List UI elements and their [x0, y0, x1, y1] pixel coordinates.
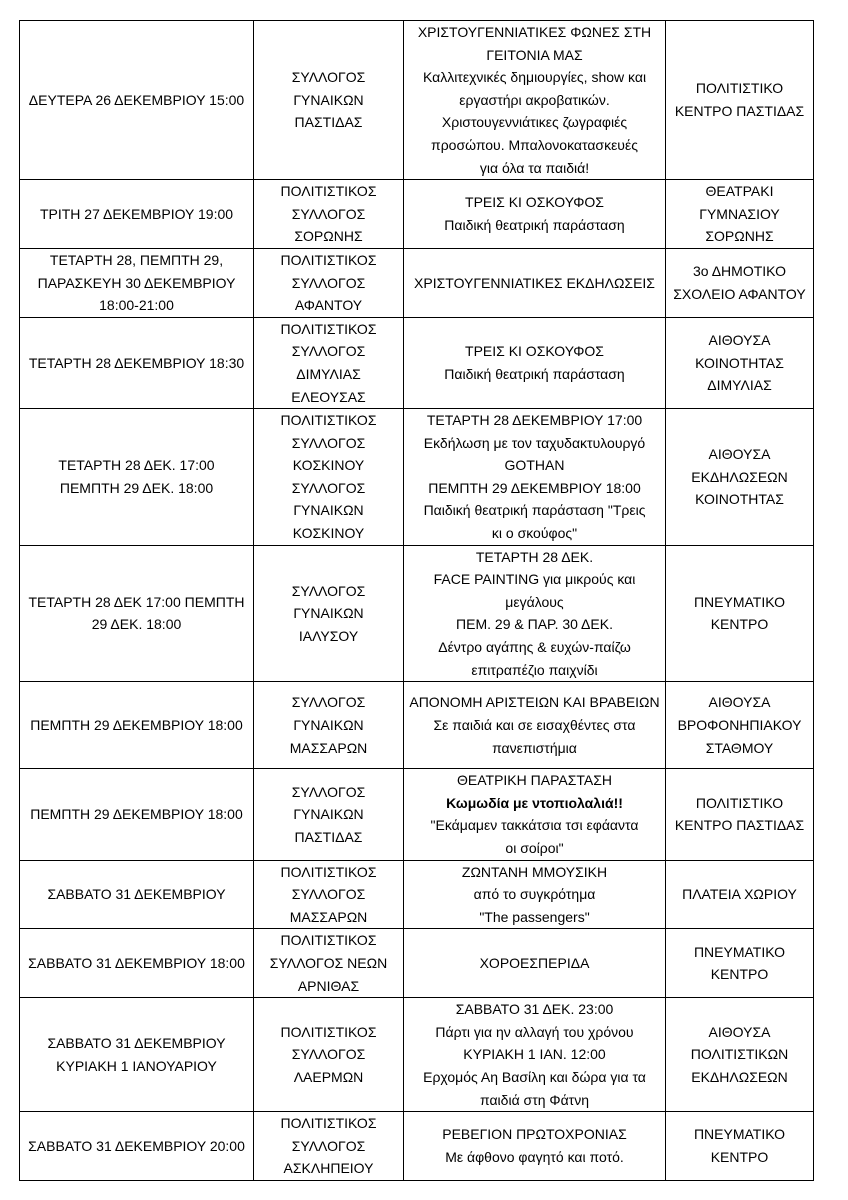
event-organizer-line: ΣΥΛΛΟΓΟΣ — [291, 694, 366, 711]
event-date-cell — [20, 998, 254, 1112]
event-description-line: GOTHAN — [504, 457, 565, 474]
event-date-line: ΠΕΜΠΤΗ 29 ΔΕΚΕΜΒΡΙΟΥ 18:00 — [30, 806, 243, 823]
event-organizer-line: ΠΟΛΙΤΙΣΤΙΚΟΣ — [280, 183, 377, 200]
event-organizer-line: ΣΥΛΛΟΓΟΣ — [291, 434, 366, 451]
table-row — [20, 682, 814, 769]
event-description-line: Με άφθονο φαγητό και ποτό. — [445, 1149, 624, 1166]
event-description-line: Κωμωδία με ντοπιολαλιά!! — [446, 794, 623, 811]
event-description-cell — [404, 409, 666, 546]
event-description-line: ΓΕΙΤΟΝΙΑ ΜΑΣ — [486, 46, 583, 63]
event-description-line: "Εκάμαμεν τακκάτσια τσι εφάαντα — [430, 817, 639, 834]
event-description-line: Δέντρο αγάπης & ευχών-παίζω — [438, 639, 631, 656]
event-date-line: 29 ΔΕΚ. 18:00 — [91, 616, 182, 633]
event-description-line: ΤΡΕΙΣ ΚΙ ΟΣΚΟΥΦΟΣ — [465, 343, 604, 360]
event-date-cell — [20, 769, 254, 860]
event-description-line: ΖΩΝΤΑΝΗ ΜΜΟΥΣΙΚΗ — [461, 863, 608, 880]
event-organizer-line: ΙΑΛΥΣΟΥ — [298, 627, 359, 644]
event-date-line: ΤΕΤΑΡΤΗ 28, ΠΕΜΠΤΗ 29, — [49, 251, 224, 268]
events-table-body — [20, 21, 814, 1181]
event-venue-line: ΠΛΑΤΕΙΑ ΧΩΡΙΟΥ — [682, 886, 797, 903]
event-organizer-line: ΛΑΕΡΜΩΝ — [293, 1068, 364, 1085]
event-organizer-cell — [254, 1112, 404, 1181]
event-date-line: ΚΥΡΙΑΚΗ 1 ΙΑΝΟΥΑΡΙΟΥ — [56, 1057, 217, 1074]
event-organizer-line: ΑΡΝΙΘΑΣ — [297, 977, 360, 994]
event-organizer-cell — [254, 409, 404, 546]
table-row — [20, 769, 814, 860]
event-date-line: ΠΕΜΠΤΗ 29 ΔΕΚΕΜΒΡΙΟΥ 18:00 — [30, 716, 243, 733]
event-description-line: ΤΕΤΑΡΤΗ 28 ΔΕΚΕΜΒΡΙΟΥ 17:00 — [426, 412, 643, 429]
event-date-line: ΤΕΤΑΡΤΗ 28 ΔΕΚ. 17:00 — [58, 457, 215, 474]
event-organizer-cell — [254, 180, 404, 249]
event-description-line: εργαστήρι ακροβατικών. — [459, 91, 610, 108]
event-description-line: ΠΕΜ. 29 & ΠΑΡ. 30 ΔΕΚ. — [456, 616, 613, 633]
event-organizer-cell — [254, 769, 404, 860]
event-venue-line: ΠΟΛΙΤΙΣΤΙΚΟ — [695, 80, 784, 97]
event-date-cell — [20, 409, 254, 546]
event-organizer-line: ΠΑΣΤΙΔΑΣ — [294, 828, 363, 845]
event-venue-line: ΠΝΕΥΜΑΤΙΚΟ — [693, 943, 786, 960]
event-description-cell — [404, 317, 666, 408]
event-venue-line: ΠΝΕΥΜΑΤΙΚΟ — [693, 593, 786, 610]
event-description-line: ΣΑΒΒΑΤΟ 31 ΔΕΚ. 23:00 — [455, 1001, 614, 1018]
event-date-cell — [20, 248, 254, 317]
event-description-cell — [404, 21, 666, 180]
event-venue-cell — [666, 545, 814, 682]
event-venue-line: ΣΧΟΛΕΙΟ ΑΦΑΝΤΟΥ — [673, 285, 806, 302]
event-organizer-line: ΚΟΣΚΙΝΟΥ — [292, 525, 365, 542]
event-organizer-line: ΠΟΛΙΤΙΣΤΙΚΟΣ — [280, 320, 377, 337]
event-organizer-cell — [254, 21, 404, 180]
table-row — [20, 998, 814, 1112]
event-venue-line: ΠΝΕΥΜΑΤΙΚΟ — [693, 1126, 786, 1143]
event-organizer-line: ΣΟΡΩΝΗΣ — [294, 228, 363, 245]
event-organizer-line: ΣΥΛΛΟΓΟΣ — [291, 783, 366, 800]
event-venue-cell — [666, 682, 814, 769]
event-date-line: ΠΑΡΑΣΚΕΥΗ 30 ΔΕΚΕΜΒΡΙΟΥ — [37, 274, 236, 291]
event-description-cell — [404, 1112, 666, 1181]
event-organizer-line: ΔΙΜΥΛΙΑΣ — [296, 365, 361, 382]
event-venue-line: ΠΟΛΙΤΙΣΤΙΚΟ — [695, 794, 784, 811]
event-organizer-line: ΣΥΛΛΟΓΟΣ — [291, 69, 366, 86]
event-organizer-cell — [254, 545, 404, 682]
event-venue-line: ΠΟΛΙΤΙΣΤΙΚΩΝ — [690, 1046, 789, 1063]
event-organizer-cell — [254, 248, 404, 317]
event-description-line: Πάρτι για ην αλλαγή του χρόνου — [435, 1023, 634, 1040]
table-row — [20, 545, 814, 682]
event-organizer-line: ΜΑΣΣΑΡΩΝ — [289, 739, 368, 756]
event-description-cell — [404, 545, 666, 682]
event-venue-line: ΚΕΝΤΡΟ ΠΑΣΤΙΔΑΣ — [674, 817, 805, 834]
event-venue-cell — [666, 409, 814, 546]
events-schedule-table — [19, 20, 814, 1181]
event-description-line: Παιδική θεατρική παράσταση — [444, 217, 625, 234]
event-date-line: ΣΑΒΒΑΤΟ 31 ΔΕΚΕΜΒΡΙΟΥ — [47, 886, 226, 903]
event-description-line: για όλα τα παιδιά! — [479, 159, 590, 176]
event-date-cell — [20, 180, 254, 249]
event-description-cell — [404, 248, 666, 317]
event-organizer-line: ΠΟΛΙΤΙΣΤΙΚΟΣ — [280, 412, 377, 429]
event-venue-line: ΚΕΝΤΡΟ — [710, 616, 769, 633]
event-organizer-line: ΓΥΝΑΙΚΩΝ — [293, 806, 364, 823]
event-date-cell — [20, 545, 254, 682]
event-description-line: κι ο σκούφος" — [491, 525, 578, 542]
table-row — [20, 317, 814, 408]
event-description-line: ΚΥΡΙΑΚΗ 1 ΙΑΝ. 12:00 — [463, 1046, 606, 1063]
event-description-line: οι σοίροι" — [505, 840, 564, 856]
event-description-line: Σε παιδιά και σε εισαχθέντες στα — [433, 716, 636, 733]
event-organizer-line: ΠΟΛΙΤΙΣΤΙΚΟΣ — [280, 251, 377, 268]
event-description-cell — [404, 180, 666, 249]
event-organizer-cell — [254, 998, 404, 1112]
event-venue-line: ΔΙΜΥΛΙΑΣ — [707, 377, 772, 394]
table-row — [20, 21, 814, 180]
event-organizer-line: ΣΥΛΛΟΓΟΣ — [291, 274, 366, 291]
event-description-line: ΤΕΤΑΡΤΗ 28 ΔΕΚ. — [475, 548, 594, 565]
event-date-line: ΠΕΜΠΤΗ 29 ΔΕΚ. 18:00 — [59, 479, 214, 496]
event-venue-cell — [666, 21, 814, 180]
event-date-line: ΔΕΥΤΕΡΑ 26 ΔΕΚΕΜΒΡΙΟΥ 15:00 — [28, 91, 245, 108]
event-description-line: Καλλιτεχνικές δημιουργίες, show και — [422, 69, 647, 86]
event-organizer-line: ΣΥΛΛΟΓΟΣ — [291, 205, 366, 222]
event-venue-cell — [666, 998, 814, 1112]
event-venue-cell — [666, 180, 814, 249]
event-description-line: ΑΠΟΝΟΜΗ ΑΡΙΣΤΕΙΩΝ ΚΑΙ ΒΡΑΒΕΙΩΝ — [409, 694, 660, 711]
event-venue-cell — [666, 860, 814, 929]
event-venue-line: ΚΟΙΝΟΤΗΤΑΣ — [695, 354, 784, 371]
event-venue-line: ΘΕΑΤΡΑΚΙ — [705, 183, 774, 200]
event-date-cell — [20, 21, 254, 180]
event-organizer-line: ΣΥΛΛΟΓΟΣ — [291, 1137, 366, 1154]
event-organizer-line: ΣΥΛΛΟΓΟΣ ΝΕΩΝ — [269, 954, 388, 971]
event-description-line: πανεπιστήμια — [492, 739, 577, 756]
event-date-line: ΣΑΒΒΑΤΟ 31 ΔΕΚΕΜΒΡΙΟΥ — [47, 1035, 226, 1052]
event-organizer-cell — [254, 682, 404, 769]
event-description-cell — [404, 929, 666, 998]
event-venue-line: ΑΙΘΟΥΣΑ — [708, 445, 771, 462]
event-organizer-line: ΓΥΝΑΙΚΩΝ — [293, 716, 364, 733]
event-venue-line: ΕΚΔΗΛΩΣΕΩΝ — [691, 468, 788, 485]
event-description-line: FACE PAINTING για μικρούς και — [433, 571, 636, 588]
event-venue-line: ΚΕΝΤΡΟ — [710, 966, 769, 983]
event-description-line: Παιδική θεατρική παράσταση "Τρεις — [423, 502, 646, 519]
event-organizer-line: ΑΦΑΝΤΟΥ — [294, 297, 363, 314]
event-organizer-line: ΜΑΣΣΑΡΩΝ — [289, 908, 368, 925]
event-description-line: ΤΡΕΙΣ ΚΙ ΟΣΚΟΥΦΟΣ — [465, 194, 604, 211]
event-description-line: ΧΡΙΣΤΟΥΓΕΝΝΙΑΤΙΚΕΣ ΕΚΔΗΛΩΣΕΙΣ — [414, 274, 655, 291]
event-organizer-line: ΠΟΛΙΤΙΣΤΙΚΟΣ — [280, 863, 377, 880]
event-date-cell — [20, 682, 254, 769]
event-description-cell — [404, 860, 666, 929]
event-organizer-line: ΠΑΣΤΙΔΑΣ — [294, 114, 363, 131]
event-organizer-line: ΠΟΛΙΤΙΣΤΙΚΟΣ — [280, 1115, 377, 1132]
event-venue-line: ΒΡΟΦΟΝΗΠΙΑΚΟΥ — [677, 716, 802, 733]
event-venue-line: ΕΚΔΗΛΩΣΕΩΝ — [691, 1068, 788, 1085]
event-venue-line: ΣΤΑΘΜΟΥ — [705, 739, 774, 756]
event-organizer-line: ΓΥΝΑΙΚΩΝ — [293, 91, 364, 108]
event-description-cell — [404, 998, 666, 1112]
event-venue-line: ΓΥΜΝΑΣΙΟΥ — [699, 205, 780, 222]
event-description-cell — [404, 682, 666, 769]
event-date-line: ΤΕΤΑΡΤΗ 28 ΔΕΚ 17:00 ΠΕΜΠΤΗ — [28, 593, 245, 610]
event-date-line: 18:00-21:00 — [99, 297, 174, 314]
event-venue-line: ΣΟΡΩΝΗΣ — [705, 228, 774, 245]
event-organizer-line: ΣΥΛΛΟΓΟΣ — [291, 582, 366, 599]
event-organizer-cell — [254, 929, 404, 998]
event-date-line: ΤΡΙΤΗ 27 ΔΕΚΕΜΒΡΙΟΥ 19:00 — [39, 205, 234, 222]
event-description-line: ΡΕΒΕΓΙΟΝ ΠΡΩΤΟΧΡΟΝΙΑΣ — [442, 1126, 627, 1143]
event-venue-cell — [666, 1112, 814, 1181]
event-organizer-line: ΓΥΝΑΙΚΩΝ — [293, 502, 364, 519]
event-venue-line: ΚΕΝΤΡΟ — [710, 1149, 769, 1166]
event-venue-line: 3ο ΔΗΜΟΤΙΚΟ — [693, 263, 786, 280]
event-organizer-line: ΣΥΛΛΟΓΟΣ — [291, 479, 366, 496]
event-venue-line: ΑΙΘΟΥΣΑ — [708, 694, 771, 711]
event-description-line: "The passengers" — [479, 908, 590, 925]
event-date-line: ΣΑΒΒΑΤΟ 31 ΔΕΚΕΜΒΡΙΟΥ 18:00 — [28, 954, 245, 971]
event-description-line: επιτραπέζιο παιχνίδι — [471, 661, 598, 678]
table-row — [20, 1112, 814, 1181]
event-description-line: Χριστουγεννιάτικες ζωγραφιές — [441, 114, 628, 131]
event-organizer-line: ΣΥΛΛΟΓΟΣ — [291, 886, 366, 903]
event-organizer-line: ΕΛΕΟΥΣΑΣ — [291, 388, 366, 405]
table-row — [20, 860, 814, 929]
table-row — [20, 248, 814, 317]
event-date-cell — [20, 860, 254, 929]
event-description-line: Εκδήλωση με τον ταχυδακτυλουργό — [423, 434, 646, 451]
table-row — [20, 409, 814, 546]
event-description-line: ΧΡΙΣΤΟΥΓΕΝΝΙΑΤΙΚΕΣ ΦΩΝΕΣ ΣΤΗ — [417, 24, 652, 40]
event-venue-cell — [666, 317, 814, 408]
event-venue-line: ΑΙΘΟΥΣΑ — [708, 332, 771, 349]
event-organizer-line: ΓΥΝΑΙΚΩΝ — [293, 605, 364, 622]
table-row — [20, 929, 814, 998]
event-date-line: ΣΑΒΒΑΤΟ 31 ΔΕΚΕΜΒΡΙΟΥ 20:00 — [28, 1137, 245, 1154]
event-organizer-line: ΣΥΛΛΟΓΟΣ — [291, 343, 366, 360]
event-description-line: ΧΟΡΟΕΣΠΕΡΙΔΑ — [479, 954, 590, 971]
event-description-line: προσώπου. Μπαλονοκατασκευές — [431, 136, 638, 153]
event-date-cell — [20, 317, 254, 408]
event-venue-line: ΚΟΙΝΟΤΗΤΑΣ — [695, 491, 784, 508]
event-description-cell — [404, 769, 666, 860]
event-description-line: ΠΕΜΠΤΗ 29 ΔΕΚΕΜΒΡΙΟΥ 18:00 — [428, 479, 641, 496]
event-description-line: Ερχομός Αη Βασίλη και δώρα για τα — [423, 1068, 646, 1085]
event-description-line: μεγάλους — [505, 593, 564, 610]
event-organizer-line: ΠΟΛΙΤΙΣΤΙΚΟΣ — [280, 932, 377, 949]
event-venue-line: ΚΕΝΤΡΟ ΠΑΣΤΙΔΑΣ — [674, 103, 805, 120]
event-venue-line: ΑΙΘΟΥΣΑ — [708, 1023, 771, 1040]
event-organizer-line: ΚΟΣΚΙΝΟΥ — [292, 457, 365, 474]
event-description-line: από το συγκρότημα — [473, 886, 596, 903]
event-venue-cell — [666, 248, 814, 317]
event-date-line: ΤΕΤΑΡΤΗ 28 ΔΕΚΕΜΒΡΙΟΥ 18:30 — [28, 354, 245, 371]
event-date-cell — [20, 1112, 254, 1181]
event-description-line: παιδιά στη Φάτνη — [480, 1091, 589, 1108]
event-date-cell — [20, 929, 254, 998]
event-organizer-line: ΣΥΛΛΟΓΟΣ — [291, 1046, 366, 1063]
event-venue-cell — [666, 929, 814, 998]
event-organizer-cell — [254, 860, 404, 929]
event-venue-cell — [666, 769, 814, 860]
event-description-line: ΘΕΑΤΡΙΚΗ ΠΑΡΑΣΤΑΣΗ — [457, 772, 612, 789]
event-organizer-cell — [254, 317, 404, 408]
event-description-line: Παιδική θεατρική παράσταση — [444, 365, 625, 382]
event-organizer-line: ΑΣΚΛΗΠΕΙΟΥ — [283, 1160, 374, 1177]
table-row — [20, 180, 814, 249]
event-organizer-line: ΠΟΛΙΤΙΣΤΙΚΟΣ — [280, 1023, 377, 1040]
